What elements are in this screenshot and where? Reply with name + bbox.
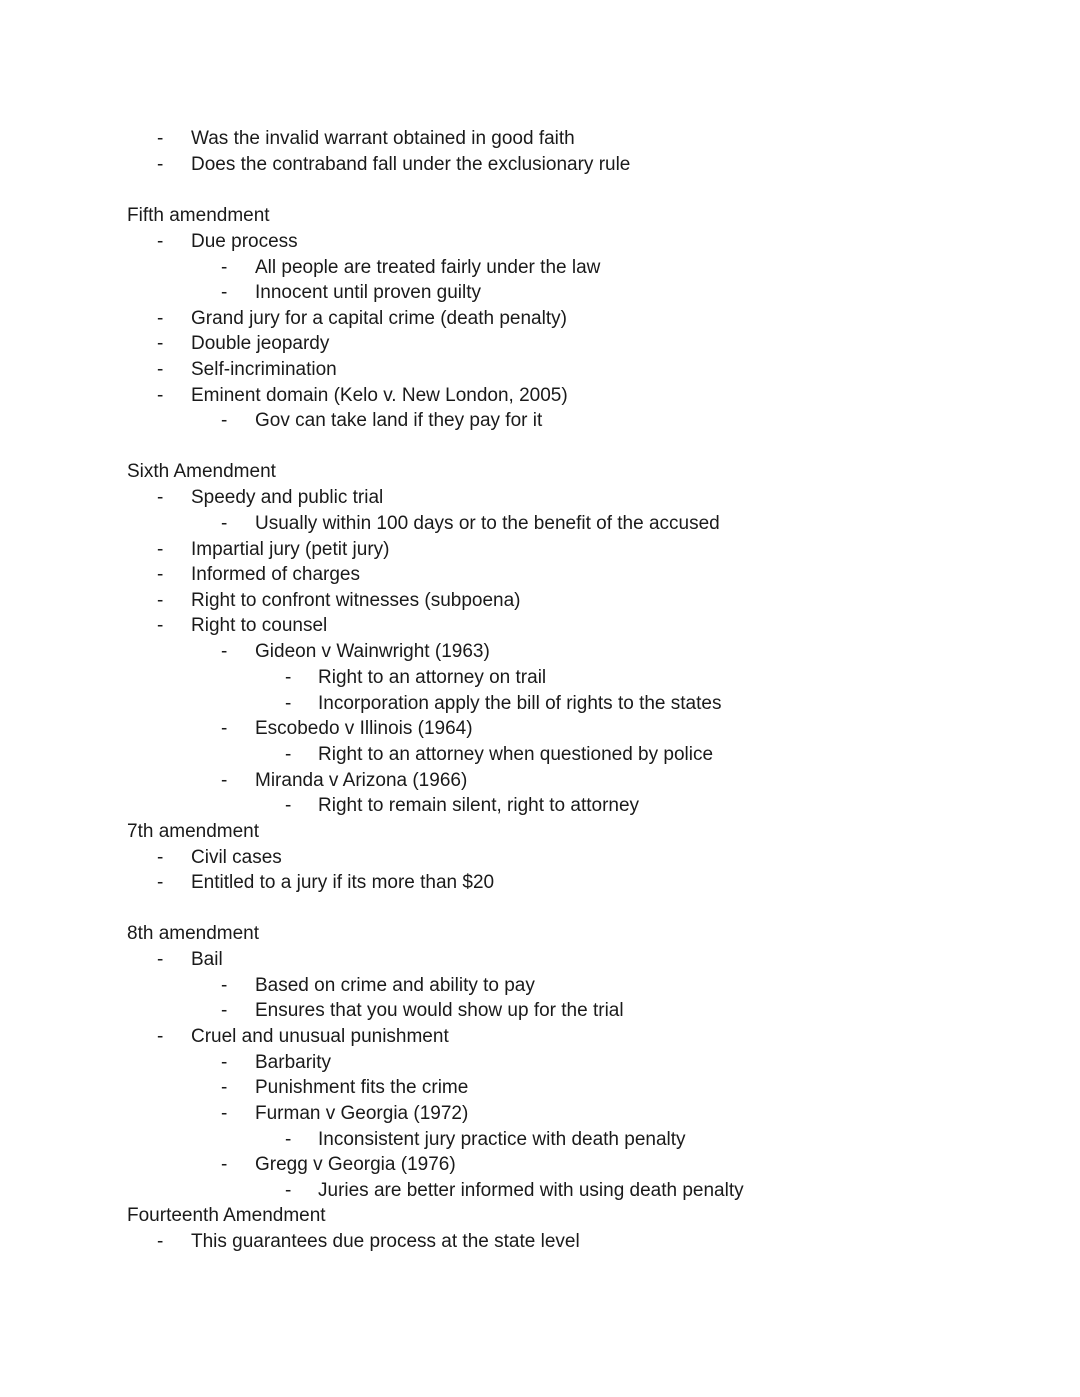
list-item: Informed of charges [191, 564, 360, 585]
list-item: Gideon v Wainwright (1963) [255, 641, 490, 662]
list-item: Grand jury for a capital crime (death penalty) [191, 308, 567, 329]
section-heading-sixth: Sixth Amendment [127, 461, 276, 482]
list-item: Juries are better informed with using death penalty [318, 1180, 744, 1201]
list-item: Self-incrimination [191, 359, 337, 380]
list-item: Barbarity [255, 1052, 332, 1073]
section-heading-seventh: 7th amendment [127, 821, 260, 842]
list-item: Inconsistent jury practice with death penalty [318, 1129, 686, 1150]
bullet-dash: - [157, 539, 164, 560]
list-item: Ensures that you would show up for the trial [255, 1000, 624, 1021]
bullet-dash: - [221, 718, 228, 739]
bullet-dash: - [285, 667, 292, 688]
bullet-dash: - [157, 359, 164, 380]
bullet-dash: - [157, 949, 164, 970]
bullet-dash: - [221, 257, 228, 278]
list-item: Innocent until proven guilty [255, 282, 482, 303]
list-item: This guarantees due process at the state level [191, 1231, 580, 1252]
bullet-dash: - [157, 308, 164, 329]
list-item: Gov can take land if they pay for it [255, 410, 543, 431]
list-item: Eminent domain (Kelo v. New London, 2005) [191, 385, 568, 406]
list-item: Entitled to a jury if its more than $20 [191, 872, 495, 893]
list-item: Right to remain silent, right to attorney [318, 795, 640, 816]
list-item: Gregg v Georgia (1976) [255, 1154, 456, 1175]
bullet-dash: - [221, 1000, 228, 1021]
bullet-dash: - [285, 744, 292, 765]
bullet-dash: - [221, 641, 228, 662]
list-item: Right to confront witnesses (subpoena) [191, 590, 521, 611]
list-item: Miranda v Arizona (1966) [255, 770, 468, 791]
bullet-dash: - [157, 487, 164, 508]
list-item: Furman v Georgia (1972) [255, 1103, 469, 1124]
bullet-dash: - [157, 1026, 164, 1047]
bullet-dash: - [221, 410, 228, 431]
list-item: Due process [191, 231, 298, 252]
bullet-dash: - [157, 615, 164, 636]
list-item: Civil cases [191, 847, 282, 868]
list-item: Was the invalid warrant obtained in good faith [191, 128, 575, 149]
list-item: Cruel and unusual punishment [191, 1026, 449, 1047]
bullet-dash: - [157, 231, 164, 252]
list-item: Punishment fits the crime [255, 1077, 469, 1098]
list-item: Does the contraband fall under the exclusionary rule [191, 154, 631, 175]
bullet-dash: - [157, 154, 164, 175]
section-heading-fourteenth: Fourteenth Amendment [127, 1205, 326, 1226]
list-item: Usually within 100 days or to the benefit of the accused [255, 513, 720, 534]
list-item: All people are treated fairly under the law [255, 257, 601, 278]
list-item: Impartial jury (petit jury) [191, 539, 390, 560]
list-item: Double jeopardy [191, 333, 330, 354]
bullet-dash: - [157, 128, 164, 149]
bullet-dash: - [221, 1077, 228, 1098]
list-item: Right to counsel [191, 615, 328, 636]
list-item: Based on crime and ability to pay [255, 975, 535, 996]
bullet-dash: - [285, 693, 292, 714]
bullet-dash: - [157, 385, 164, 406]
section-heading-eighth: 8th amendment [127, 923, 260, 944]
section-heading-fifth: Fifth amendment [127, 205, 270, 226]
bullet-dash: - [221, 1154, 228, 1175]
bullet-dash: - [157, 1231, 164, 1252]
bullet-dash: - [221, 770, 228, 791]
bullet-dash: - [157, 564, 164, 585]
list-item: Bail [191, 949, 223, 970]
bullet-dash: - [221, 282, 228, 303]
bullet-dash: - [221, 1103, 228, 1124]
list-item: Speedy and public trial [191, 487, 384, 508]
bullet-dash: - [157, 847, 164, 868]
bullet-dash: - [285, 1180, 292, 1201]
list-item: Incorporation apply the bill of rights to the states [318, 693, 722, 714]
bullet-dash: - [157, 333, 164, 354]
bullet-dash: - [221, 513, 228, 534]
bullet-dash: - [221, 975, 228, 996]
bullet-dash: - [285, 795, 292, 816]
bullet-dash: - [285, 1129, 292, 1150]
list-item: Escobedo v Illinois (1964) [255, 718, 473, 739]
bullet-dash: - [221, 1052, 228, 1073]
bullet-dash: - [157, 872, 164, 893]
bullet-dash: - [157, 590, 164, 611]
list-item: Right to an attorney when questioned by police [318, 744, 714, 765]
list-item: Right to an attorney on trail [318, 667, 547, 688]
